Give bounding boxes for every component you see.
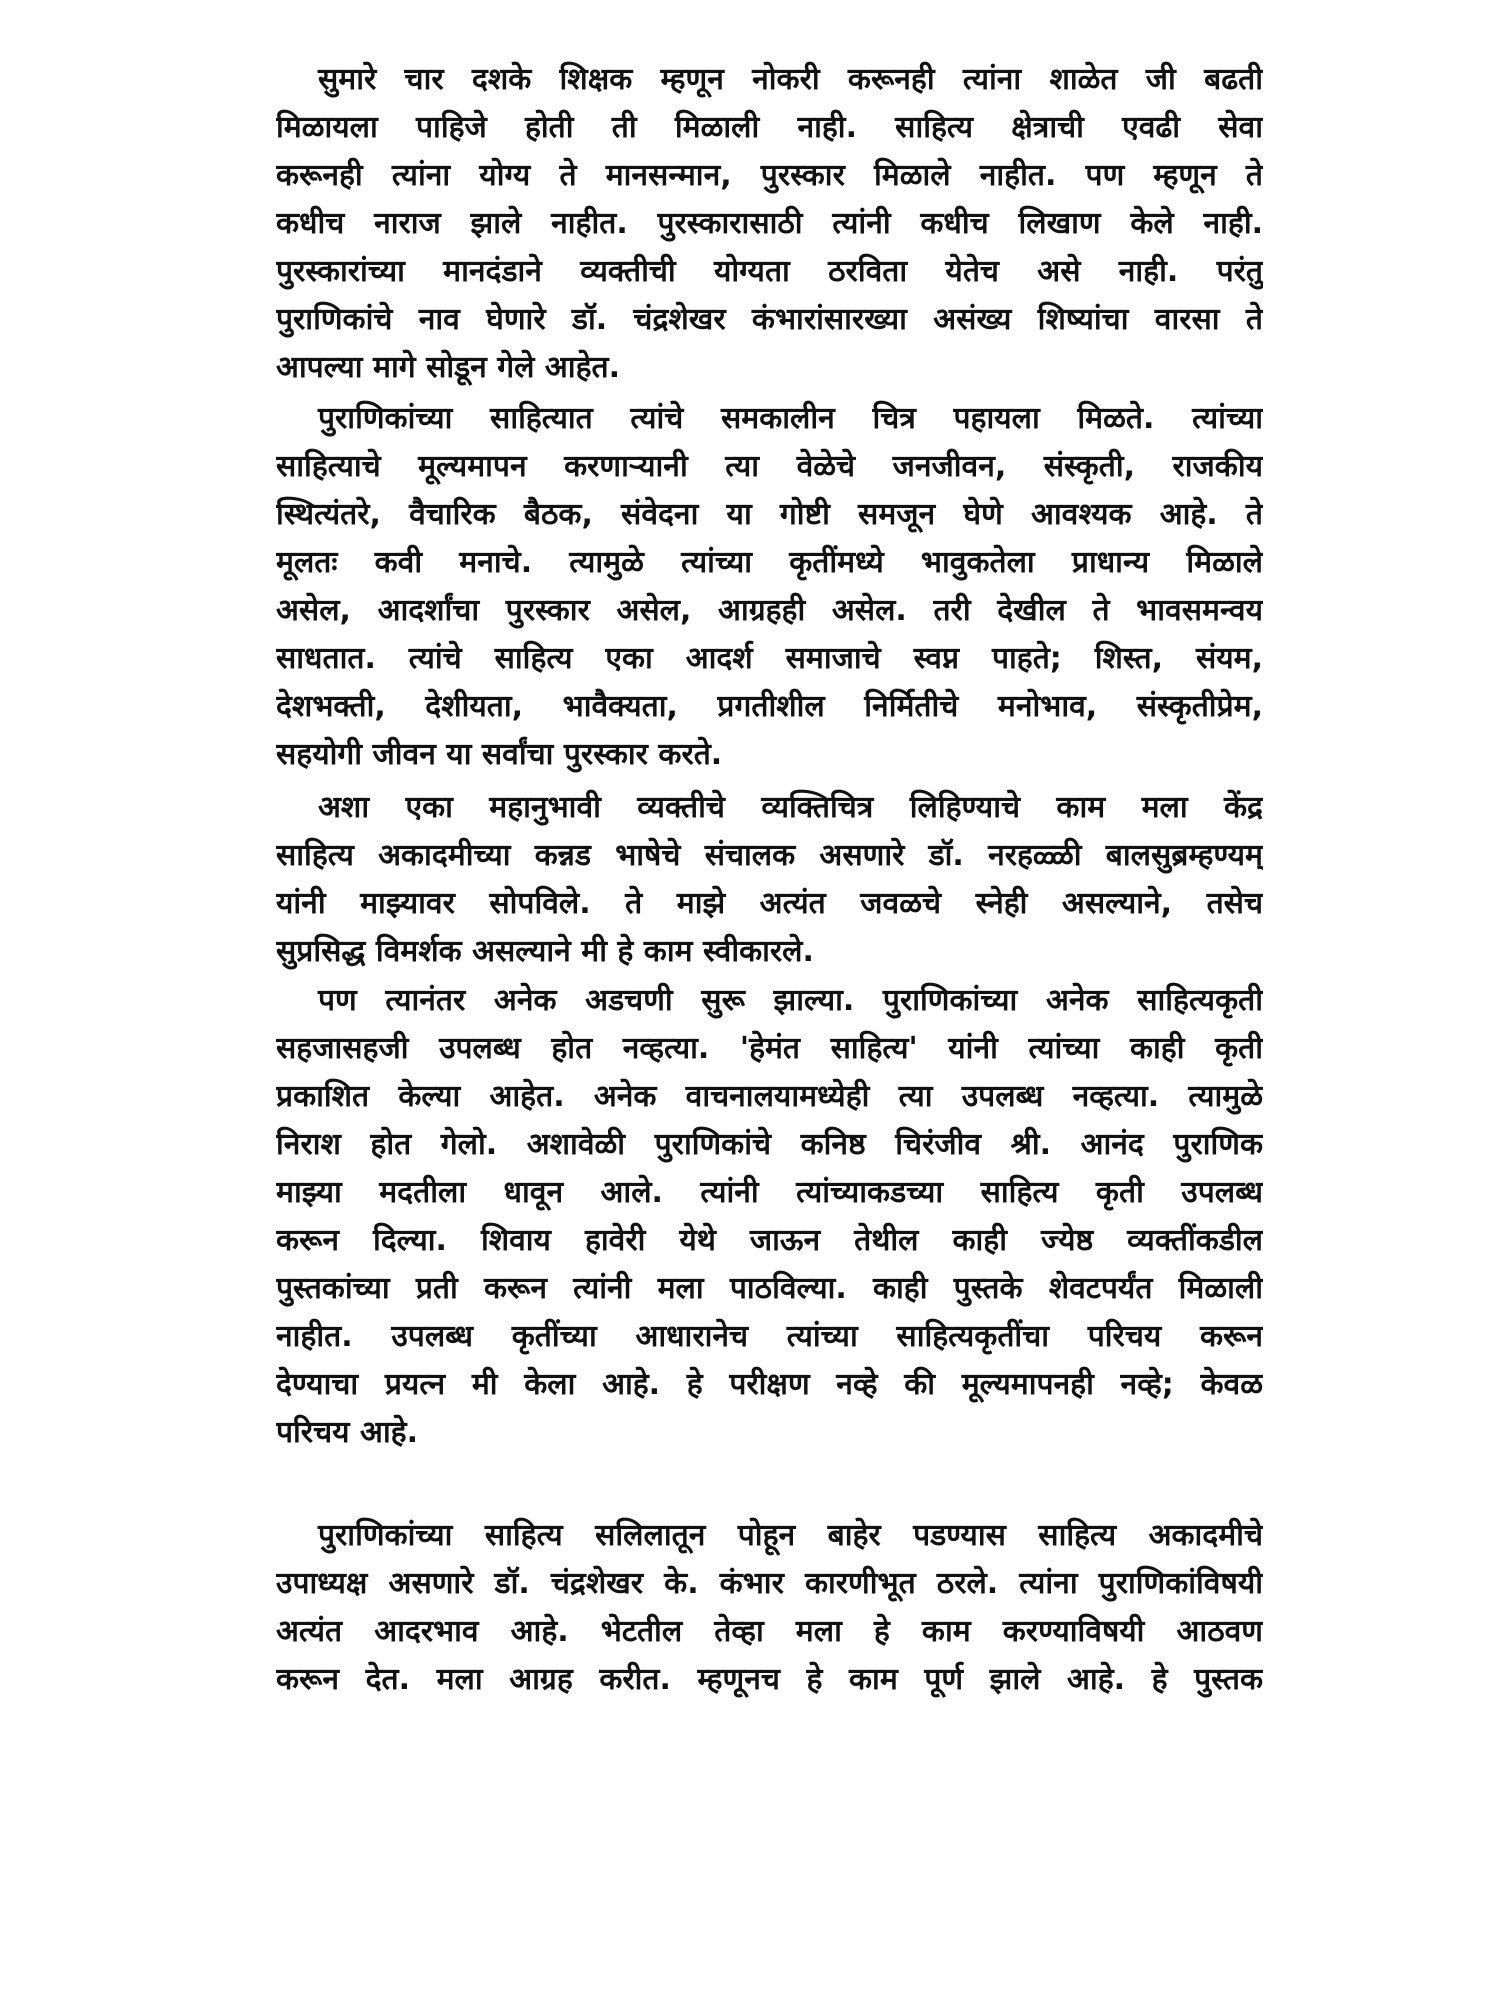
text-line: करून दिल्या. शिवाय हावेरी येथे जाऊन तेथील काही ज्येष्ठ व्यक्तींकडील bbox=[276, 1223, 1263, 1258]
text-line: प्रकाशित केल्या आहेत. अनेक वाचनालयामध्येही त्या उपलब्ध नव्हत्या. त्यामुळे bbox=[276, 1079, 1263, 1114]
text-line: देशभक्ती, देशीयता, भावैक्यता, प्रगतीशील निर्मितीचे मनोभाव, संस्कृतीप्रेम, bbox=[276, 689, 1263, 724]
text-line: सहजासहजी उपलब्ध होत नव्हत्या. 'हेमंत साहित्य' यांनी त्यांच्या काही कृती bbox=[276, 1031, 1263, 1066]
text-line: सुमारे चार दशके शिक्षक म्हणून नोकरी करूनही त्यांना शाळेत जी बढती bbox=[318, 62, 1263, 97]
text-line: आपल्या मागे सोडून गेले आहेत. bbox=[276, 350, 621, 385]
text-line: देण्याचा प्रयत्न मी केला आहे. हे परीक्षण नव्हे की मूल्यमापनही नव्हे; केवळ bbox=[276, 1367, 1263, 1402]
text-line: निराश होत गेलो. अशावेळी पुराणिकांचे कनिष्ठ चिरंजीव श्री. आनंद पुराणिक bbox=[276, 1127, 1263, 1162]
text-line: मिळायला पाहिजे होती ती मिळाली नाही. साहित्य क्षेत्राची एवढी सेवा bbox=[276, 110, 1263, 145]
text-line: यांनी माझ्यावर सोपविले. ते माझे अत्यंत जवळचे स्नेही असल्याने, तसेच bbox=[276, 886, 1263, 921]
text-line: पुरस्कारांच्या मानदंडाने व्यक्तीची योग्यता ठरविता येतेच असे नाही. परंतु bbox=[276, 254, 1263, 289]
text-line: उपाध्यक्ष असणारे डॉ. चंद्रशेखर के. कंभार कारणीभूत ठरले. त्यांना पुराणिकांविषयी bbox=[276, 1566, 1263, 1601]
text-line: अत्यंत आदरभाव आहे. भेटतील तेव्हा मला हे काम करण्याविषयी आठवण bbox=[276, 1614, 1263, 1649]
text-line: स्थित्यंतरे, वैचारिक बैठक, संवेदना या गोष्टी समजून घेणे आवश्यक आहे. ते bbox=[276, 497, 1263, 532]
paragraph-5 bbox=[276, 1512, 1263, 1704]
text-line: सहयोगी जीवन या सर्वांचा पुरस्कार करते. bbox=[276, 737, 723, 772]
text-line: अशा एका महानुभावी व्यक्तीचे व्यक्तिचित्र लिहिण्याचे काम मला केंद्र bbox=[318, 790, 1263, 825]
paragraph-3 bbox=[276, 784, 1263, 976]
paragraph-4 bbox=[276, 977, 1263, 1457]
paragraph-1 bbox=[276, 56, 1263, 392]
text-line: साहित्य अकादमीच्या कन्नड भाषेचे संचालक असणारे डॉ. नरहळ्ळी बालसुब्रम्हण्यम् bbox=[276, 838, 1263, 873]
paragraph-2 bbox=[276, 395, 1263, 779]
text-line: करून देत. मला आग्रह करीत. म्हणूनच हे काम पूर्ण झाले आहे. हे पुस्तक bbox=[276, 1662, 1263, 1697]
text-line: पुस्तकांच्या प्रती करून त्यांनी मला पाठविल्या. काही पुस्तके शेवटपर्यंत मिळाली bbox=[276, 1271, 1263, 1306]
text-line: नाहीत. उपलब्ध कृतींच्या आधारानेच त्यांच्या साहित्यकृतींचा परिचय करून bbox=[276, 1319, 1263, 1354]
text-line: साधतात. त्यांचे साहित्य एका आदर्श समाजाचे स्वप्न पाहते; शिस्त, संयम, bbox=[276, 641, 1263, 676]
text-line: पण त्यानंतर अनेक अडचणी सुरू झाल्या. पुराणिकांच्या अनेक साहित्यकृती bbox=[318, 983, 1263, 1018]
text-line: पुराणिकांच्या साहित्यात त्यांचे समकालीन चित्र पहायला मिळते. त्यांच्या bbox=[318, 401, 1263, 436]
text-line: माझ्या मदतीला धावून आले. त्यांनी त्यांच्याकडच्या साहित्य कृती उपलब्ध bbox=[276, 1175, 1263, 1210]
text-line: मूलतः कवी मनाचे. त्यामुळे त्यांच्या कृतींमध्ये भावुकतेला प्राधान्य मिळाले bbox=[276, 545, 1263, 580]
text-line: साहित्याचे मूल्यमापन करणाऱ्यानी त्या वेळेचे जनजीवन, संस्कृती, राजकीय bbox=[276, 449, 1263, 484]
text-line: परिचय आहे. bbox=[276, 1415, 418, 1450]
text-line: पुराणिकांच्या साहित्य सलिलातून पोहून बाहेर पडण्यास साहित्य अकादमीचे bbox=[318, 1518, 1263, 1553]
text-line: करूनही त्यांना योग्य ते मानसन्मान, पुरस्कार मिळाले नाहीत. पण म्हणून ते bbox=[276, 158, 1263, 193]
text-line: सुप्रसिद्ध विमर्शक असल्याने मी हे काम स्वीकारले. bbox=[276, 934, 814, 969]
text-line: पुराणिकांचे नाव घेणारे डॉ. चंद्रशेखर कंभारांसारख्या असंख्य शिष्यांचा वारसा ते bbox=[276, 302, 1263, 337]
text-line: असेल, आदर्शांचा पुरस्कार असेल, आग्रहही असेल. तरी देखील ते भावसमन्वय bbox=[276, 593, 1263, 628]
text-line: कधीच नाराज झाले नाहीत. पुरस्कारासाठी त्यांनी कधीच लिखाण केले नाही. bbox=[276, 206, 1263, 241]
